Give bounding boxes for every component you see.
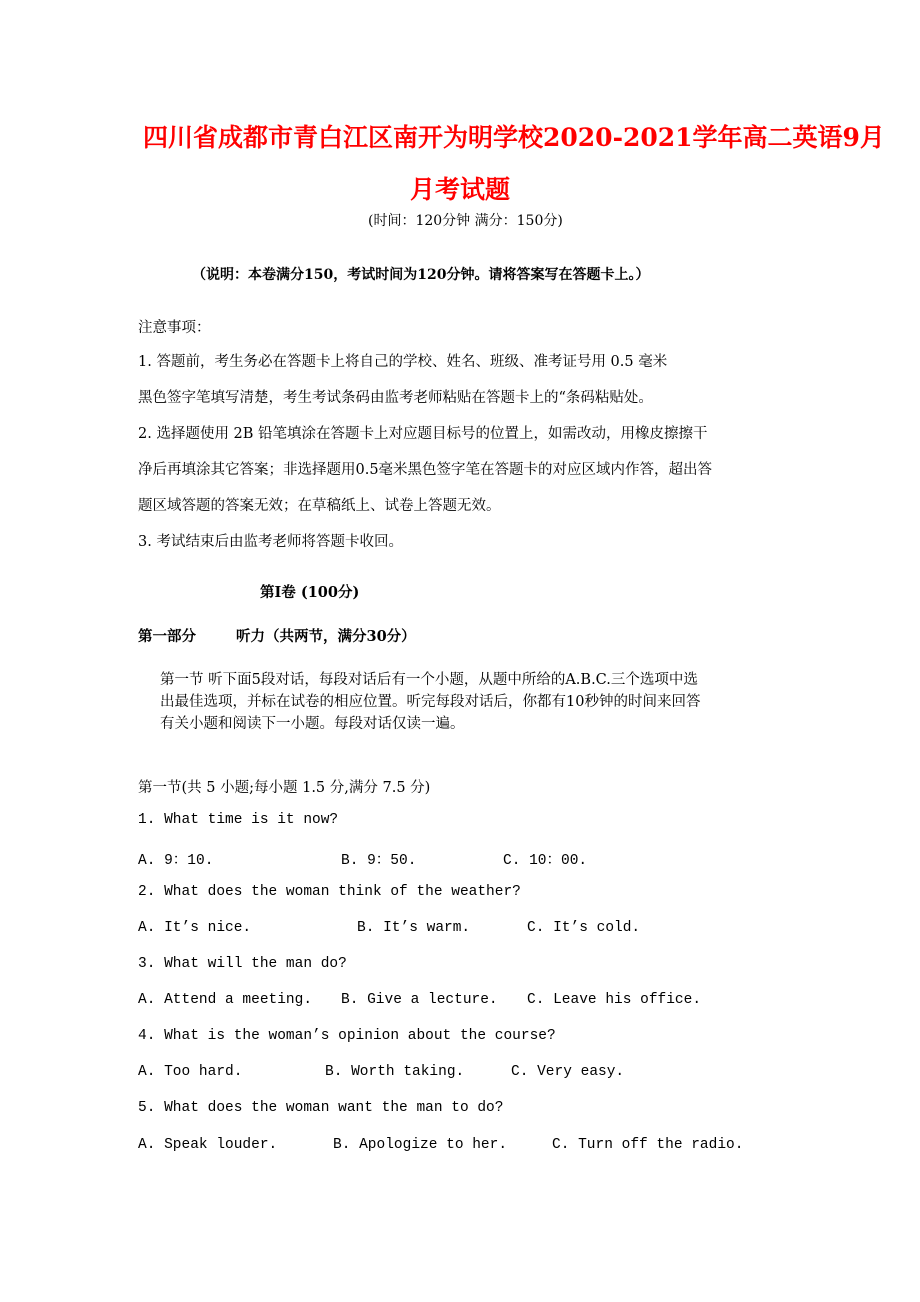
question-5: 5. What does the woman want the man to do?: [138, 1100, 504, 1116]
question-1-option-b: B. 9：50.: [341, 853, 417, 869]
question-5-option-c: C. Turn off the radio.: [552, 1137, 744, 1153]
question-1-option-c: C. 10：00.: [503, 853, 588, 869]
notice-item-1-line-1: 1. 答题前，考生务必在答题卡上将自己的学校、姓名、班级、准考证号用 0.5 毫米: [138, 354, 668, 370]
section-intro-line-3: 有关小题和阅读下一小题。每段对话仅读一遍。: [160, 716, 465, 732]
notice-item-3-line-1: 3. 考试结束后由监考老师将答题卡收回。: [138, 534, 403, 550]
question-4-option-a: A. Too hard.: [138, 1064, 243, 1080]
question-2: 2. What does the woman think of the weather?: [138, 884, 521, 900]
question-4-option-c: C. Very easy.: [511, 1064, 625, 1080]
question-2-option-b: B. It’s warm.: [357, 920, 471, 936]
notice-item-2-line-2: 净后再填涂其它答案；非选择题用0.5毫米黑色签字笔在答题卡的对应区域内作答，超出答: [138, 462, 713, 478]
part-heading-label: 第一部分: [138, 628, 196, 645]
question-2-option-a: A. It’s nice.: [138, 920, 252, 936]
title-line-2: 月考试题: [410, 175, 511, 204]
exam-time-score: (时间：120分钟 满分：150分): [368, 213, 563, 229]
section-score: 第一节(共 5 小题;每小题 1.5 分,满分 7.5 分): [138, 780, 431, 796]
section-intro-line-2: 出最佳选项，并标在试卷的相应位置。听完每段对话后，你都有10秒钟的时间来回答: [160, 694, 701, 710]
question-3-option-c: C. Leave his office.: [527, 992, 702, 1008]
question-5-option-b: B. Apologize to her.: [333, 1137, 508, 1153]
part-heading-desc: 听力（共两节，满分30分）: [236, 628, 416, 645]
question-5-option-a: A. Speak louder.: [138, 1137, 278, 1153]
title-line-1: 四川省成都市青白江区南开为明学校2020-2021学年高二英语9月: [143, 123, 885, 152]
exam-instructions-note: （说明：本卷满分150，考试时间为120分钟。请将答案写在答题卡上。）: [192, 267, 650, 283]
question-3-option-a: A. Attend a meeting.: [138, 992, 313, 1008]
question-3: 3. What will the man do?: [138, 956, 347, 972]
notice-heading: 注意事项：: [138, 320, 211, 336]
question-1-option-a: A. 9：10.: [138, 853, 214, 869]
notice-item-1-line-2: 黑色签字笔填写清楚，考生考试条码由监考老师粘贴在答题卡上的“条码粘贴处。: [138, 390, 653, 406]
question-2-option-c: C. It’s cold.: [527, 920, 641, 936]
section-intro-line-1: 第一节 听下面5段对话，每段对话后有一个小题，从题中所给的A.B.C.三个选项中选: [160, 672, 698, 688]
question-3-option-b: B. Give a lecture.: [341, 992, 498, 1008]
volume-heading: 第I卷 (100分): [260, 584, 360, 601]
notice-item-2-line-3: 题区域答题的答案无效；在草稿纸上、试卷上答题无效。: [138, 498, 501, 514]
notice-item-2-line-1: 2. 选择题使用 2B 铅笔填涂在答题卡上对应题目标号的位置上，如需改动，用橡皮擦擦干: [138, 426, 708, 442]
question-4-option-b: B. Worth taking.: [325, 1064, 465, 1080]
question-1: 1. What time is it now?: [138, 812, 339, 828]
question-4: 4. What is the woman’s opinion about the course?: [138, 1028, 556, 1044]
